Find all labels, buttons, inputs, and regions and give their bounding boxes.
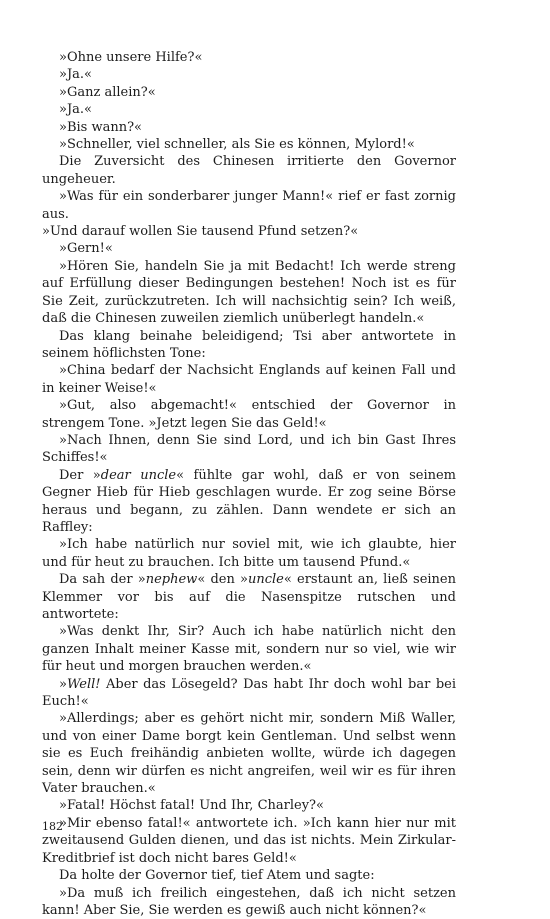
paragraph: »Gut, also abgemacht!« entschied der Governor in strengem Tone. »Jetzt legen Sie das Geld!« xyxy=(42,397,456,432)
paragraph: »Bis wann?« xyxy=(42,119,456,136)
paragraph: »Gern!« xyxy=(42,240,456,257)
paragraph: Da holte der Governor tief, tief Atem und sagte: xyxy=(42,867,456,884)
paragraph: »Was für ein sonderbarer junger Mann!« rief er fast zornig aus. xyxy=(42,188,456,223)
paragraph: »Ganz allein?« xyxy=(42,84,456,101)
paragraph: »Fatal! Höchst fatal! Und Ihr, Charley?« xyxy=(42,797,456,814)
paragraph: Da sah der »nephew« den »uncle« erstaunt an, ließ seinen Klemmer vor bis auf die Nasenspitze rutschen und antwortete: xyxy=(42,571,456,623)
page-number: 182 xyxy=(42,820,63,833)
paragraph: »Ja.« xyxy=(42,101,456,118)
paragraph: »Well! Aber das Lösegeld? Das habt Ihr doch wohl bar bei Euch!« xyxy=(42,676,456,711)
paragraph: Der »dear uncle« fühlte gar wohl, daß er von seinem Gegner Hieb für Hieb geschlagen wurde. Er zog seine Börse heraus und begann, zu zählen. Dann wendete er sich an Raffley: xyxy=(42,467,456,537)
paragraph: »Da muß ich freilich eingestehen, daß ich nicht setzen kann! Aber Sie, Sie werden es gewiß auch nicht können?« xyxy=(42,885,456,919)
paragraph: »Ja.« xyxy=(42,66,456,83)
paragraph: »Mir ebenso fatal!« antwortete ich. »Ich kann hier nur mit zweitausend Gulden dienen, und das ist nichts. Mein Zirkular-Kreditbrief ist doch nicht bares Geld!« xyxy=(42,815,456,867)
paragraph: »Hören Sie, handeln Sie ja mit Bedacht! Ich werde streng auf Erfüllung dieser Bedingungen bestehen! Noch ist es für Sie Zeit, zurückzutreten. Ich will nachsichtig sein? Ich weiß, daß die Chinesen zuweilen ziemlich unüberlegt handeln.« xyxy=(42,258,456,328)
paragraph: »Was denkt Ihr, Sir? Auch ich habe natürlich nicht den ganzen Inhalt meiner Kasse mit, sondern nur so viel, wie wir für heut und morgen brauchen werden.« xyxy=(42,623,456,675)
body-text xyxy=(42,49,456,919)
paragraph: »Schneller, viel schneller, als Sie es können, Mylord!« xyxy=(42,136,456,153)
paragraph: »Allerdings; aber es gehört nicht mir, sondern Miß Waller, und von einer Dame borgt kein Gentleman. Und selbst wenn sie es Euch freihändig anbieten wollte, würde ich dagegen sein, denn wir dürfen es nicht angreifen, weil wir es für ihren Vater brauchen.« xyxy=(42,710,456,797)
paragraph: »Ich habe natürlich nur soviel mit, wie ich glaubte, hier und für heut zu brauchen. Ich bitte um tausend Pfund.« xyxy=(42,536,456,571)
paragraph: »Nach Ihnen, denn Sie sind Lord, und ich bin Gast Ihres Schiffes!« xyxy=(42,432,456,467)
paragraph: Die Zuversicht des Chinesen irritierte den Governor ungeheuer. xyxy=(42,153,456,188)
paragraph: Das klang beinahe beleidigend; Tsi aber antwortete in seinem höflichsten Tone: xyxy=(42,328,456,363)
paragraph: »China bedarf der Nachsicht Englands auf keinen Fall und in keiner Weise!« xyxy=(42,362,456,397)
paragraph: »Und darauf wollen Sie tausend Pfund setzen?« xyxy=(42,223,456,240)
paragraph: »Ohne unsere Hilfe?« xyxy=(42,49,456,66)
